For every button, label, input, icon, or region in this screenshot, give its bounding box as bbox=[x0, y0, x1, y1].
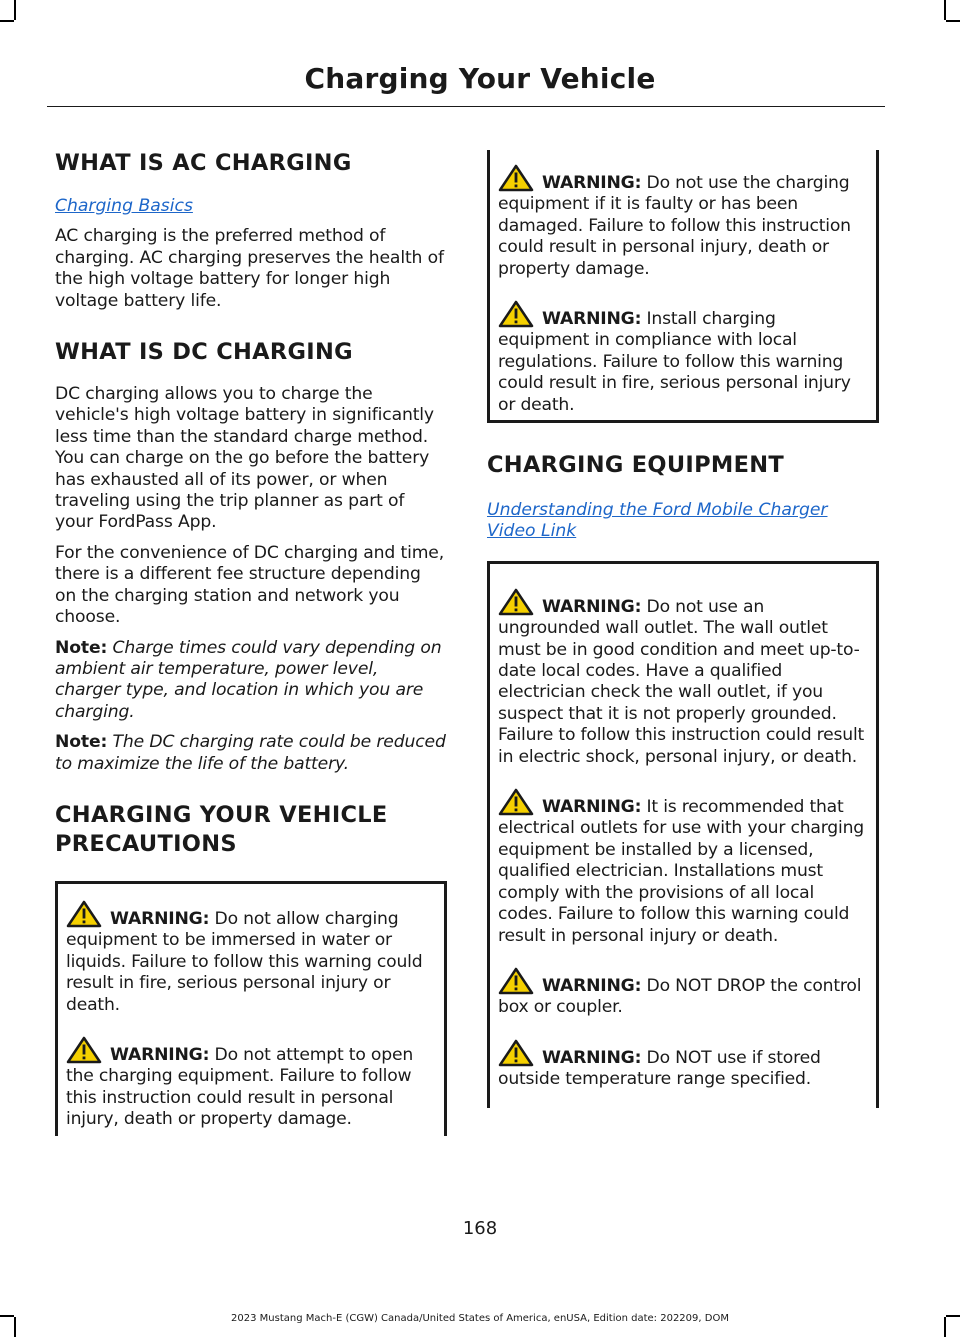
note-2 bbox=[55, 732, 447, 775]
warning-item bbox=[66, 1036, 436, 1131]
warning-item bbox=[498, 588, 868, 768]
warning-text: Do NOT use if stored outside temperature range specified. bbox=[498, 1047, 821, 1090]
warning-label: WARNING: bbox=[110, 908, 210, 929]
warning-triangle-icon bbox=[498, 967, 534, 995]
warning-item bbox=[498, 788, 868, 947]
warning-box-top bbox=[487, 150, 879, 423]
section-heading-equipment: CHARGING EQUIPMENT bbox=[487, 452, 785, 478]
warning-text: Do not use the charging equipment if it is faulty or has been damaged. Failure to follow this instruction could result in personal injury, death or property damage. bbox=[498, 173, 851, 279]
note-1 bbox=[55, 638, 447, 724]
page-header-title: Charging Your Vehicle bbox=[304, 62, 656, 95]
warning-label: WARNING: bbox=[542, 1047, 642, 1068]
warning-item bbox=[498, 300, 868, 416]
warning-label: WARNING: bbox=[542, 596, 642, 617]
warning-box-equipment bbox=[487, 561, 879, 1108]
warning-item bbox=[66, 900, 436, 1016]
warning-triangle-icon bbox=[498, 788, 534, 816]
heading-line: PRECAUTIONS bbox=[55, 830, 237, 857]
header-divider bbox=[47, 106, 885, 107]
warning-triangle-icon bbox=[498, 300, 534, 328]
warning-label: WARNING: bbox=[542, 173, 642, 193]
link-ford-mobile-charger-video[interactable]: Understanding the Ford Mobile Charger Video Link bbox=[487, 500, 828, 542]
ac-body: AC charging is the preferred method of charging. AC charging preserves the health of the high voltage battery for longer high voltage battery life. bbox=[55, 226, 444, 311]
warning-text: It is recommended that electrical outlets for use with your charging equipment be installed by a licensed, qualified electrician. Installations must comply with the provisions of all local codes. Failure to follow this warning could result in personal injury or death. bbox=[498, 797, 864, 946]
warning-box-precautions bbox=[55, 881, 447, 1136]
warning-triangle-icon bbox=[66, 1036, 102, 1064]
note-text: Charge times could vary depending on ambient air temperature, power level, charger type, and location in which you are charging. bbox=[55, 637, 442, 722]
dc-body-1: DC charging allows you to charge the vehicle's high voltage battery in significantly less time than the standard charge method. You can charge on the go before the battery has exhausted all of its power, or when traveling using the trip planner as part of your FordPass App. bbox=[55, 384, 434, 533]
warning-text: Do not attempt to open the charging equipment. Failure to follow this instruction could result in personal injury, death or property damage. bbox=[66, 1044, 414, 1130]
warning-text: Install charging equipment in compliance with local regulations. Failure to follow this warning could result in fire, serious personal injury or death. bbox=[498, 309, 851, 415]
warning-triangle-icon bbox=[498, 1039, 534, 1067]
note-label: Note: bbox=[55, 637, 108, 658]
warning-label: WARNING: bbox=[542, 309, 642, 330]
warning-triangle-icon bbox=[66, 900, 102, 928]
crop-mark bbox=[944, 0, 946, 20]
heading-line: CHARGING YOUR VEHICLE bbox=[55, 801, 388, 828]
note-label: Note: bbox=[55, 732, 108, 753]
warning-triangle-icon bbox=[498, 164, 534, 192]
right-column bbox=[487, 150, 879, 1108]
warning-label: WARNING: bbox=[110, 1044, 210, 1065]
warning-label: WARNING: bbox=[542, 975, 642, 996]
note-text: The DC charging rate could be reduced to maximize the life of the battery. bbox=[55, 732, 446, 774]
warning-item bbox=[498, 967, 868, 1019]
warning-triangle-icon bbox=[498, 588, 534, 616]
footer-edition-info: 2023 Mustang Mach-E (CGW) Canada/United States of America, enUSA, Edition date: 202209, DOM bbox=[231, 1313, 729, 1324]
warning-item bbox=[498, 1039, 868, 1091]
section-heading-ac: WHAT IS AC CHARGING bbox=[55, 150, 352, 176]
left-column bbox=[55, 145, 447, 1136]
crop-mark bbox=[14, 0, 16, 20]
crop-mark bbox=[0, 20, 14, 22]
page-number: 168 bbox=[462, 1218, 498, 1239]
section-heading-precautions bbox=[55, 801, 447, 859]
dc-body-2: For the convenience of DC charging and time, there is a different fee structure depending on the charging station and network you choose. bbox=[55, 542, 445, 628]
crop-mark bbox=[946, 20, 960, 22]
warning-item bbox=[498, 164, 868, 280]
warning-text: Do not use an ungrounded wall outlet. The wall outlet must be in good condition and meet up-to-date local codes. Have a qualified electrician check the wall outlet, if you suspect that it is not properly grounded. Failure to follow this instruction could result in electric shock, personal injury, or death. bbox=[498, 596, 865, 767]
link-charging-basics[interactable]: Charging Basics bbox=[55, 196, 193, 216]
warning-label: WARNING: bbox=[542, 797, 642, 818]
warning-text: Do not allow charging equipment to be immersed in water or liquids. Failure to follow this warning could result in fire, serious personal injury or death. bbox=[66, 908, 423, 1015]
warning-text: Do NOT DROP the control box or coupler. bbox=[498, 975, 862, 1018]
section-heading-dc: WHAT IS DC CHARGING bbox=[55, 339, 353, 366]
